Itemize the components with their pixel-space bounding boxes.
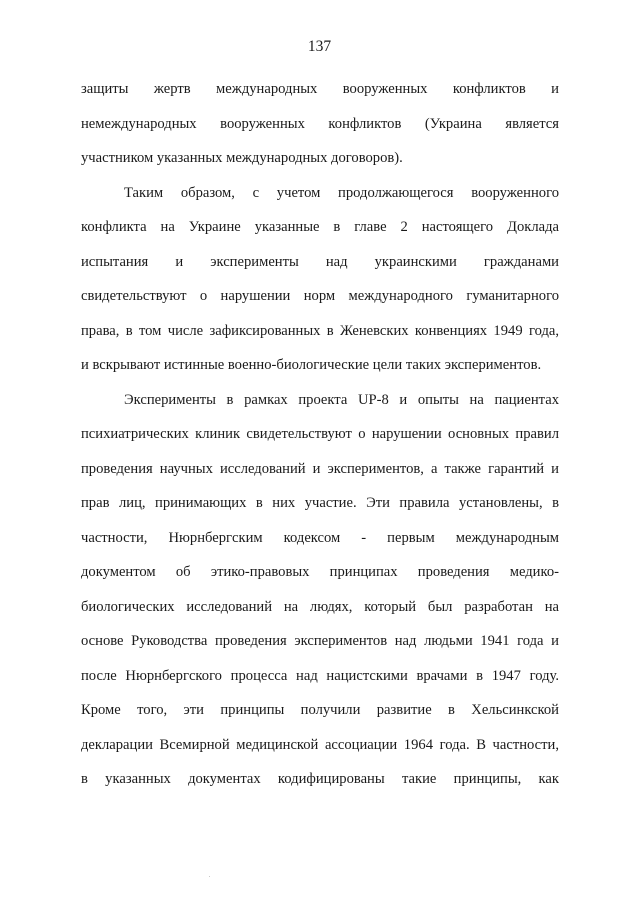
scan-speck <box>209 876 210 877</box>
paragraph-3-line-8: основе Руководства проведения экспериментов над людьми 1941 года и <box>81 633 559 649</box>
paragraph-2-line-4: свидетельствуют о нарушении норм международного гуманитарного <box>81 288 559 304</box>
paragraph-3-line-3: проведения научных исследований и экспериментов, а также гарантий и <box>81 460 559 477</box>
paragraph-1-line-2: немеждународных вооруженных конфликтов (Украина является <box>81 115 559 132</box>
paragraph-2-line-5: права, в том числе зафиксированных в Женевских конвенциях 1949 года, <box>81 322 559 339</box>
page-number: 137 <box>307 38 332 55</box>
paragraph-3-line-6: документом об этико-правовых принципах проведения медико- <box>81 564 559 580</box>
paragraph-2-line-1: Таким образом, с учетом продолжающегося вооруженного <box>124 184 559 201</box>
paragraph-3-line-5: частности, Нюрнбергским кодексом - первым международным <box>81 529 559 546</box>
paragraph-3-line-11: декларации Всемирной медицинской ассоциации 1964 года. В частности, <box>81 736 559 753</box>
paragraph-3-line-12: в указанных документах кодифицированы такие принципы, как <box>81 771 559 787</box>
paragraph-2-line-6: и вскрывают истинные военно-биологические цели таких экспериментов. <box>81 357 542 373</box>
paragraph-1-line-1: защиты жертв международных вооруженных конфликтов и <box>81 81 559 97</box>
paragraph-3-line-1: Эксперименты в рамках проекта UP-8 и опыты на пациентах <box>124 391 559 408</box>
document-body <box>81 75 559 800</box>
paragraph-2-line-2: конфликта на Украине указанные в главе 2 настоящего Доклада <box>81 219 559 235</box>
paragraph-3-line-2: психиатрических клиник свидетельствуют о нарушении основных правил <box>81 426 559 442</box>
paragraph-3-line-7: биологических исследований на людях, который был разработан на <box>81 598 559 615</box>
paragraph-3-line-4: прав лиц, принимающих в них участие. Эти правила установлены, в <box>81 495 559 511</box>
paragraph-2-line-3: испытания и эксперименты над украинскими гражданами <box>81 253 559 270</box>
paragraph-1-line-3: участником указанных международных договоров). <box>81 150 403 166</box>
paragraph-3-line-10: Кроме того, эти принципы получили развитие в Хельсинкской <box>81 702 559 718</box>
paragraph-3-line-9: после Нюрнбергского процесса над нацистскими врачами в 1947 году. <box>81 667 559 684</box>
